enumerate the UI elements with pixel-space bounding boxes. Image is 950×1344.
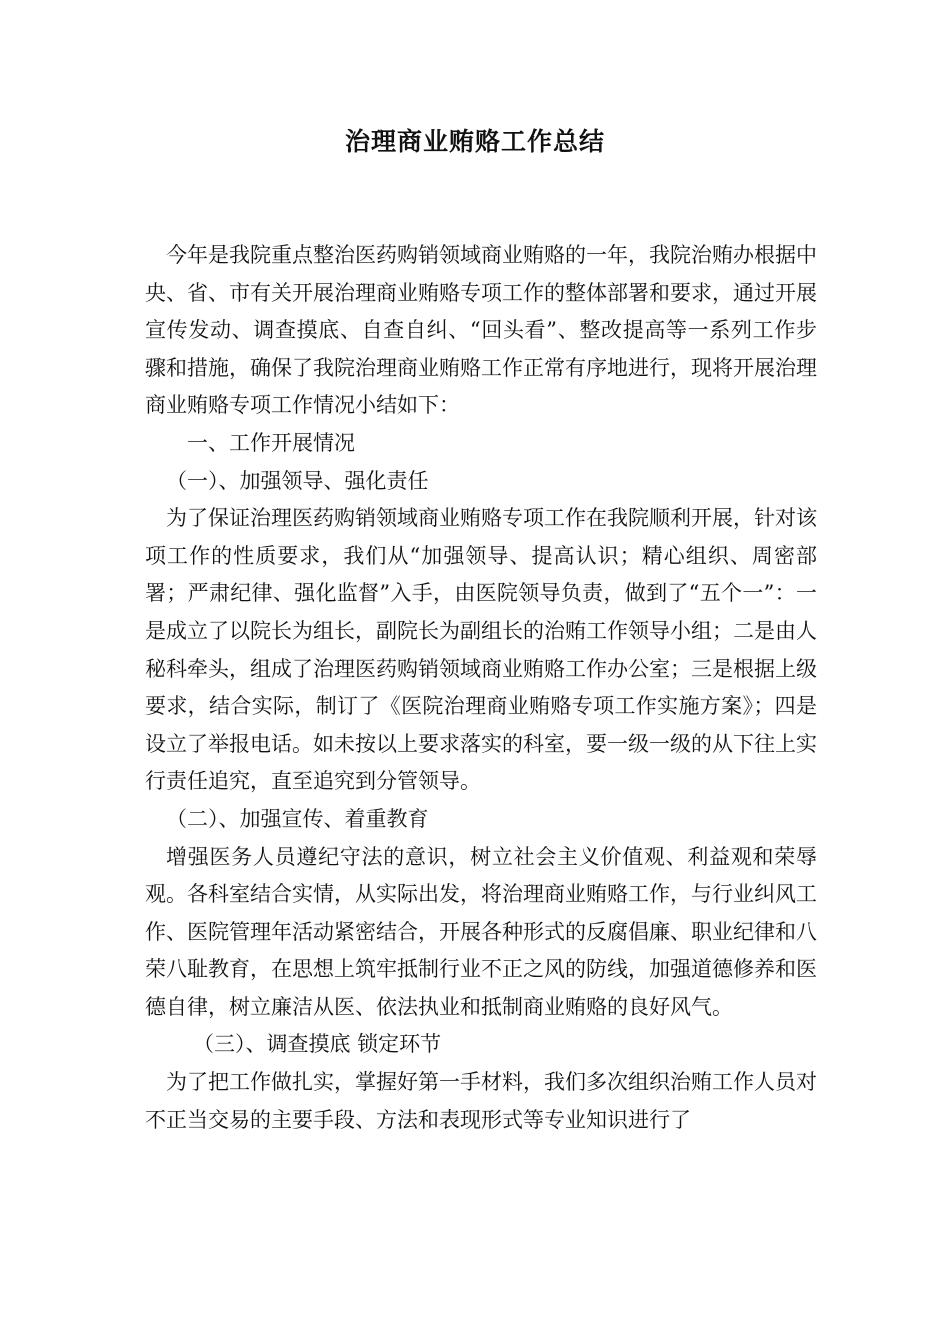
intro-paragraph: 今年是我院重点整治医药购销领域商业贿赂的一年，我院治贿办根据中央、省、市有关开展治理商业贿赂专项工作的整体部署和要求，通过开展宣传发动、调查摸底、自查自纠、“回头看”、整改提高等一系列工作步骤和措施，确保了我院治理商业贿赂工作正常有序地进行，现将开展治理商业贿赂专项工作情况小结如下： (145, 243, 817, 418)
document-body (145, 237, 817, 1139)
subsection-heading-3: （三）、调查摸底 锁定环节 (193, 1032, 442, 1057)
subsection-heading-1: （一）、加强领导、强化责任 (166, 468, 429, 493)
subsection-3-paragraph: 为了把工作做扎实，掌握好第一手材料，我们多次组织治贿工作人员对不正当交易的主要手段、方法和表现形式等专业知识进行了 (145, 1070, 817, 1132)
document-title: 治理商业贿赂工作总结 (344, 127, 605, 156)
subsection-2-paragraph: 增强医务人员遵纪守法的意识，树立社会主义价值观、利益观和荣辱观。各科室结合实情，从实际出发，将治理商业贿赂工作，与行业纠风工作、医院管理年活动紧密结合，开展各种形式的反腐倡廉、职业纪律和八荣八耻教育，在思想上筑牢抵制行业不正之风的防线，加强道德修养和医德自律，树立廉洁从医、依法执业和抵制商业贿赂的良好风气。 (145, 844, 817, 1019)
subsection-1-paragraph: 为了保证治理医药购销领域商业贿赂专项工作在我院顺利开展，针对该项工作的性质要求，我们从“加强领导、提高认识；精心组织、周密部署；严肃纪律、强化监督”入手，由医院领导负责，做到了“五个一”：一是成立了以院长为组长，副院长为副组长的治贿工作领导小组；二是由人秘科牵头，组成了治理医药购销领域商业贿赂工作办公室；三是根据上级要求，结合实际，制订了《医院治理商业贿赂专项工作实施方案》；四是设立了举报电话。如未按以上要求落实的科室，要一级一级的从下往上实行责任追究，直至追究到分管领导。 (145, 506, 817, 794)
section-heading-1: 一、工作开展情况 (187, 430, 355, 455)
subsection-heading-2: （二）、加强宣传、着重教育 (166, 806, 429, 831)
